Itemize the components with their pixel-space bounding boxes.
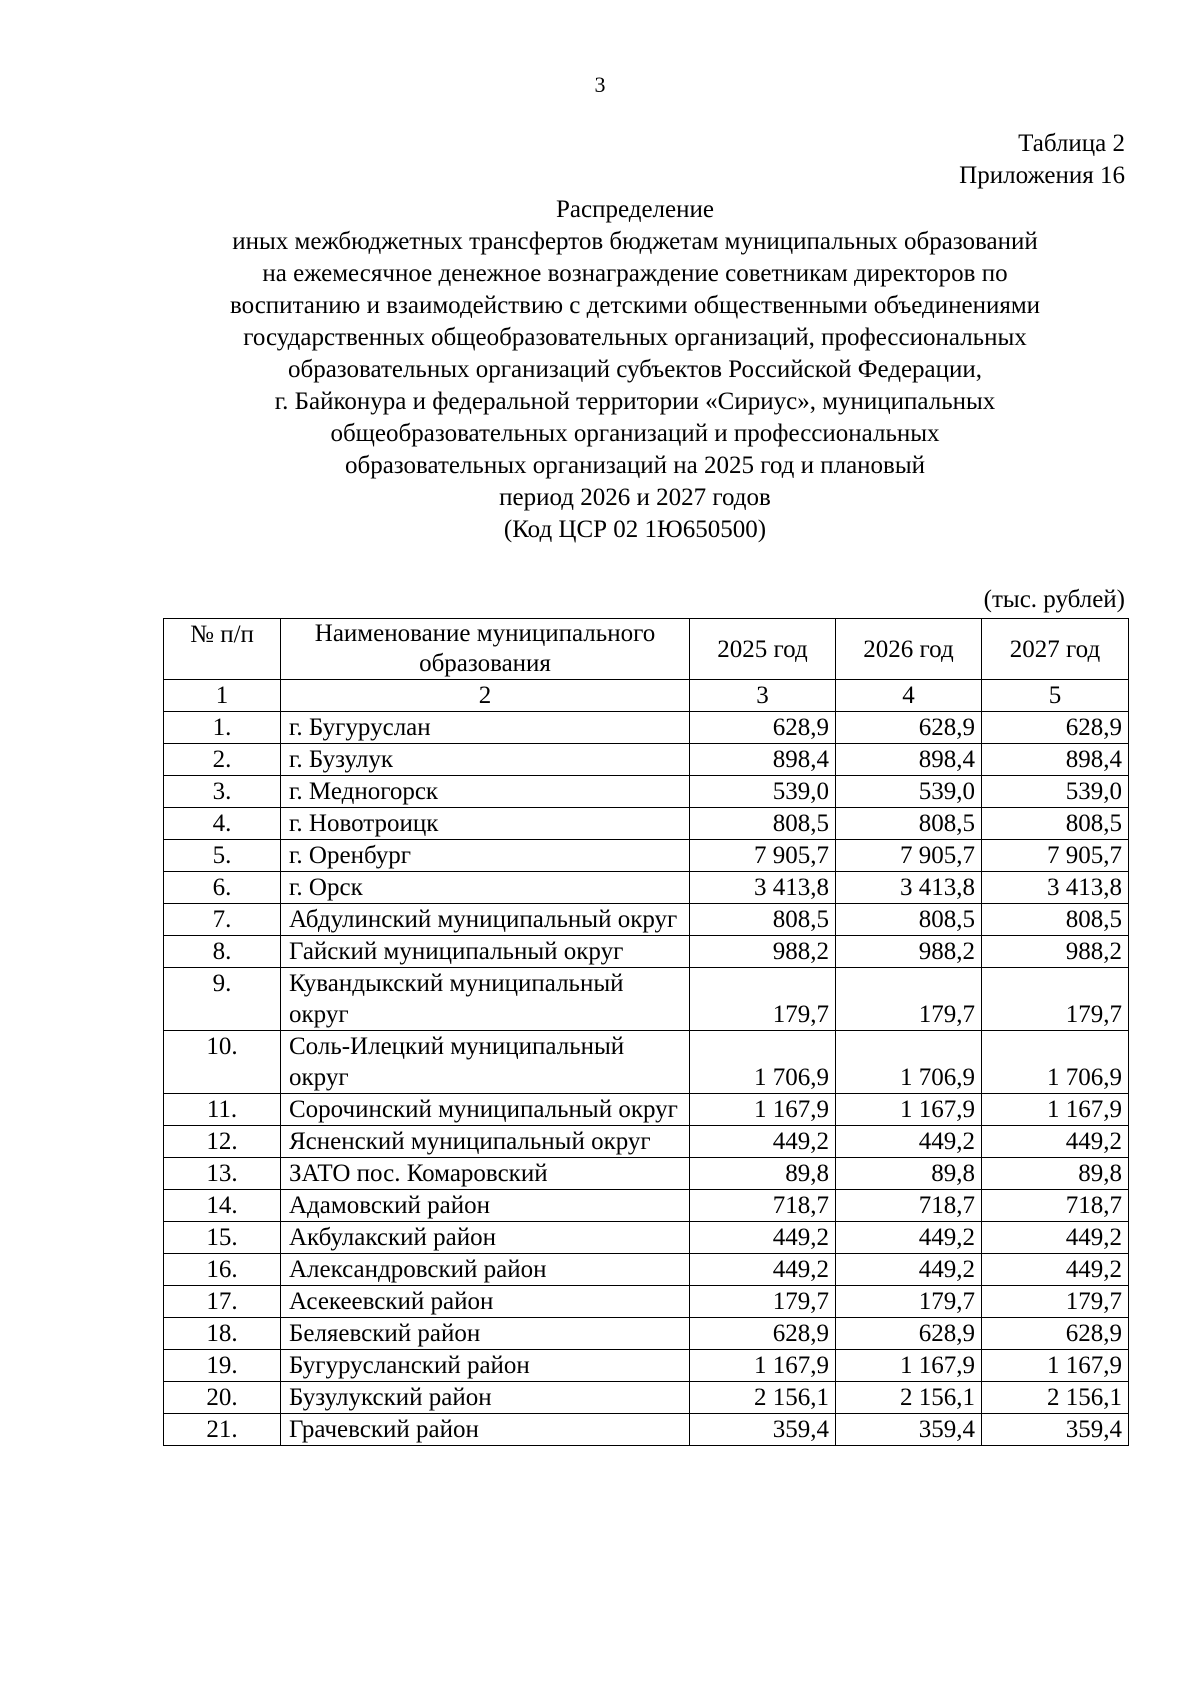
title-line: образовательных организаций субъектов Российской Федерации, bbox=[287, 356, 983, 383]
value-2025: 808,5 bbox=[690, 904, 836, 936]
value-2026: 808,5 bbox=[836, 808, 982, 840]
table-row bbox=[164, 1286, 1129, 1318]
row-number: 20. bbox=[164, 1382, 281, 1414]
row-name: Бугурусланский район bbox=[281, 1350, 690, 1382]
value-2026: 898,4 bbox=[836, 744, 982, 776]
table-label-line2: Приложения 16 bbox=[959, 162, 1125, 189]
value-2025: 179,7 bbox=[690, 1286, 836, 1318]
row-number: 15. bbox=[164, 1222, 281, 1254]
value-2027: 808,5 bbox=[982, 808, 1129, 840]
row-name: Александровский район bbox=[281, 1254, 690, 1286]
table-row bbox=[164, 808, 1129, 840]
row-number: 18. bbox=[164, 1318, 281, 1350]
document-title bbox=[140, 194, 1130, 546]
row-name: ЗАТО пос. Комаровский bbox=[281, 1158, 690, 1190]
table-row bbox=[164, 1190, 1129, 1222]
value-2025: 988,2 bbox=[690, 936, 836, 968]
value-2026: 449,2 bbox=[836, 1126, 982, 1158]
table-row bbox=[164, 936, 1129, 968]
table-row bbox=[164, 1158, 1129, 1190]
units-label: (тыс. рублей) bbox=[983, 586, 1125, 613]
row-name: Сорочинский муниципальный округ bbox=[281, 1094, 690, 1126]
value-2026: 179,7 bbox=[836, 968, 982, 1031]
value-2025: 449,2 bbox=[690, 1126, 836, 1158]
column-index: 2 bbox=[281, 680, 690, 712]
column-index: 3 bbox=[690, 680, 836, 712]
value-2026: 628,9 bbox=[836, 712, 982, 744]
value-2027: 628,9 bbox=[982, 1318, 1129, 1350]
value-2027: 449,2 bbox=[982, 1126, 1129, 1158]
value-2026: 359,4 bbox=[836, 1414, 982, 1446]
row-name: г. Бузулук bbox=[281, 744, 690, 776]
header-2026: 2026 год bbox=[836, 619, 982, 680]
value-2027: 1 167,9 bbox=[982, 1094, 1129, 1126]
value-2027: 988,2 bbox=[982, 936, 1129, 968]
table-row bbox=[164, 1382, 1129, 1414]
title-line: иных межбюджетных трансфертов бюджетам муниципальных образований bbox=[232, 228, 1038, 255]
row-number: 17. bbox=[164, 1286, 281, 1318]
row-number: 6. bbox=[164, 872, 281, 904]
value-2027: 718,7 bbox=[982, 1190, 1129, 1222]
value-2026: 1 167,9 bbox=[836, 1350, 982, 1382]
value-2025: 3 413,8 bbox=[690, 872, 836, 904]
row-number: 16. bbox=[164, 1254, 281, 1286]
header-2027: 2027 год bbox=[982, 619, 1129, 680]
table-header-row bbox=[164, 619, 1129, 680]
value-2025: 449,2 bbox=[690, 1254, 836, 1286]
title-line: (Код ЦСР 02 1Ю650500) bbox=[503, 516, 767, 543]
title-line: государственных общеобразовательных организаций, профессиональных bbox=[243, 324, 1027, 351]
value-2027: 3 413,8 bbox=[982, 872, 1129, 904]
row-name: Соль-Илецкий муниципальный округ bbox=[281, 1031, 690, 1094]
table-row bbox=[164, 968, 1129, 1031]
column-index: 5 bbox=[982, 680, 1129, 712]
table-row bbox=[164, 904, 1129, 936]
value-2026: 808,5 bbox=[836, 904, 982, 936]
column-index-row bbox=[164, 680, 1129, 712]
value-2027: 359,4 bbox=[982, 1414, 1129, 1446]
value-2027: 89,8 bbox=[982, 1158, 1129, 1190]
table-row bbox=[164, 712, 1129, 744]
row-name: Беляевский район bbox=[281, 1318, 690, 1350]
value-2027: 898,4 bbox=[982, 744, 1129, 776]
title-line: на ежемесячное денежное вознаграждение советникам директоров по bbox=[262, 260, 1008, 287]
row-number: 9. bbox=[164, 968, 281, 1031]
row-number: 11. bbox=[164, 1094, 281, 1126]
row-name: Абдулинский муниципальный округ bbox=[281, 904, 690, 936]
value-2027: 808,5 bbox=[982, 904, 1129, 936]
title-line: воспитанию и взаимодействию с детскими общественными объединениями bbox=[229, 292, 1041, 319]
table-row bbox=[164, 840, 1129, 872]
header-number: № п/п bbox=[164, 619, 281, 680]
column-index: 4 bbox=[836, 680, 982, 712]
row-name: г. Орск bbox=[281, 872, 690, 904]
value-2027: 1 706,9 bbox=[982, 1031, 1129, 1094]
row-number: 10. bbox=[164, 1031, 281, 1094]
header-2025: 2025 год bbox=[690, 619, 836, 680]
value-2026: 718,7 bbox=[836, 1190, 982, 1222]
value-2027: 449,2 bbox=[982, 1254, 1129, 1286]
table-body bbox=[164, 712, 1129, 1446]
value-2025: 89,8 bbox=[690, 1158, 836, 1190]
value-2027: 179,7 bbox=[982, 1286, 1129, 1318]
table-row bbox=[164, 1254, 1129, 1286]
value-2026: 7 905,7 bbox=[836, 840, 982, 872]
value-2026: 2 156,1 bbox=[836, 1382, 982, 1414]
column-index: 1 bbox=[164, 680, 281, 712]
value-2026: 449,2 bbox=[836, 1254, 982, 1286]
row-number: 8. bbox=[164, 936, 281, 968]
row-name: Адамовский район bbox=[281, 1190, 690, 1222]
value-2026: 89,8 bbox=[836, 1158, 982, 1190]
title-line: общеобразовательных организаций и профессиональных bbox=[330, 420, 940, 447]
value-2026: 1 706,9 bbox=[836, 1031, 982, 1094]
value-2025: 359,4 bbox=[690, 1414, 836, 1446]
row-name: Акбулакский район bbox=[281, 1222, 690, 1254]
table-row bbox=[164, 1414, 1129, 1446]
value-2026: 628,9 bbox=[836, 1318, 982, 1350]
value-2027: 2 156,1 bbox=[982, 1382, 1129, 1414]
value-2025: 1 167,9 bbox=[690, 1350, 836, 1382]
row-number: 14. bbox=[164, 1190, 281, 1222]
value-2027: 179,7 bbox=[982, 968, 1129, 1031]
table-row bbox=[164, 776, 1129, 808]
table-row bbox=[164, 1318, 1129, 1350]
value-2025: 1 167,9 bbox=[690, 1094, 836, 1126]
table-row bbox=[164, 872, 1129, 904]
row-name: Гайский муниципальный округ bbox=[281, 936, 690, 968]
header-name: Наименование муниципального образования bbox=[281, 619, 690, 680]
table-label-line1: Таблица 2 bbox=[1018, 130, 1125, 157]
value-2026: 3 413,8 bbox=[836, 872, 982, 904]
value-2026: 179,7 bbox=[836, 1286, 982, 1318]
page-number: 3 bbox=[594, 72, 606, 97]
value-2025: 628,9 bbox=[690, 712, 836, 744]
row-number: 2. bbox=[164, 744, 281, 776]
table-row bbox=[164, 1222, 1129, 1254]
table-row bbox=[164, 1094, 1129, 1126]
value-2025: 718,7 bbox=[690, 1190, 836, 1222]
row-number: 1. bbox=[164, 712, 281, 744]
row-name: г. Новотроицк bbox=[281, 808, 690, 840]
row-name: Ясненский муниципальный округ bbox=[281, 1126, 690, 1158]
title-line: г. Байконура и федеральной территории «Сириус», муниципальных bbox=[274, 388, 996, 415]
value-2025: 179,7 bbox=[690, 968, 836, 1031]
value-2027: 628,9 bbox=[982, 712, 1129, 744]
value-2025: 898,4 bbox=[690, 744, 836, 776]
table-row bbox=[164, 1350, 1129, 1382]
row-name: Асекеевский район bbox=[281, 1286, 690, 1318]
value-2027: 7 905,7 bbox=[982, 840, 1129, 872]
value-2025: 1 706,9 bbox=[690, 1031, 836, 1094]
value-2026: 988,2 bbox=[836, 936, 982, 968]
row-number: 5. bbox=[164, 840, 281, 872]
value-2027: 1 167,9 bbox=[982, 1350, 1129, 1382]
row-name: г. Оренбург bbox=[281, 840, 690, 872]
row-name: г. Бугуруслан bbox=[281, 712, 690, 744]
value-2027: 449,2 bbox=[982, 1222, 1129, 1254]
row-name: Бузулукский район bbox=[281, 1382, 690, 1414]
row-number: 3. bbox=[164, 776, 281, 808]
value-2025: 449,2 bbox=[690, 1222, 836, 1254]
value-2026: 539,0 bbox=[836, 776, 982, 808]
row-number: 7. bbox=[164, 904, 281, 936]
row-number: 13. bbox=[164, 1158, 281, 1190]
title-line: образовательных организаций на 2025 год и плановый bbox=[344, 452, 926, 479]
table-label bbox=[900, 128, 1125, 192]
value-2025: 2 156,1 bbox=[690, 1382, 836, 1414]
row-name: г. Медногорск bbox=[281, 776, 690, 808]
table-row bbox=[164, 1031, 1129, 1094]
table-row bbox=[164, 1126, 1129, 1158]
value-2026: 449,2 bbox=[836, 1222, 982, 1254]
distribution-table bbox=[163, 618, 1129, 1446]
row-name: Кувандыкский муниципальный округ bbox=[281, 968, 690, 1031]
value-2027: 539,0 bbox=[982, 776, 1129, 808]
row-number: 19. bbox=[164, 1350, 281, 1382]
value-2025: 628,9 bbox=[690, 1318, 836, 1350]
row-number: 12. bbox=[164, 1126, 281, 1158]
value-2026: 1 167,9 bbox=[836, 1094, 982, 1126]
value-2025: 808,5 bbox=[690, 808, 836, 840]
table-row bbox=[164, 744, 1129, 776]
title-line: период 2026 и 2027 годов bbox=[499, 484, 771, 511]
row-number: 4. bbox=[164, 808, 281, 840]
row-number: 21. bbox=[164, 1414, 281, 1446]
value-2025: 539,0 bbox=[690, 776, 836, 808]
row-name: Грачевский район bbox=[281, 1414, 690, 1446]
title-line: Распределение bbox=[556, 196, 714, 223]
value-2025: 7 905,7 bbox=[690, 840, 836, 872]
